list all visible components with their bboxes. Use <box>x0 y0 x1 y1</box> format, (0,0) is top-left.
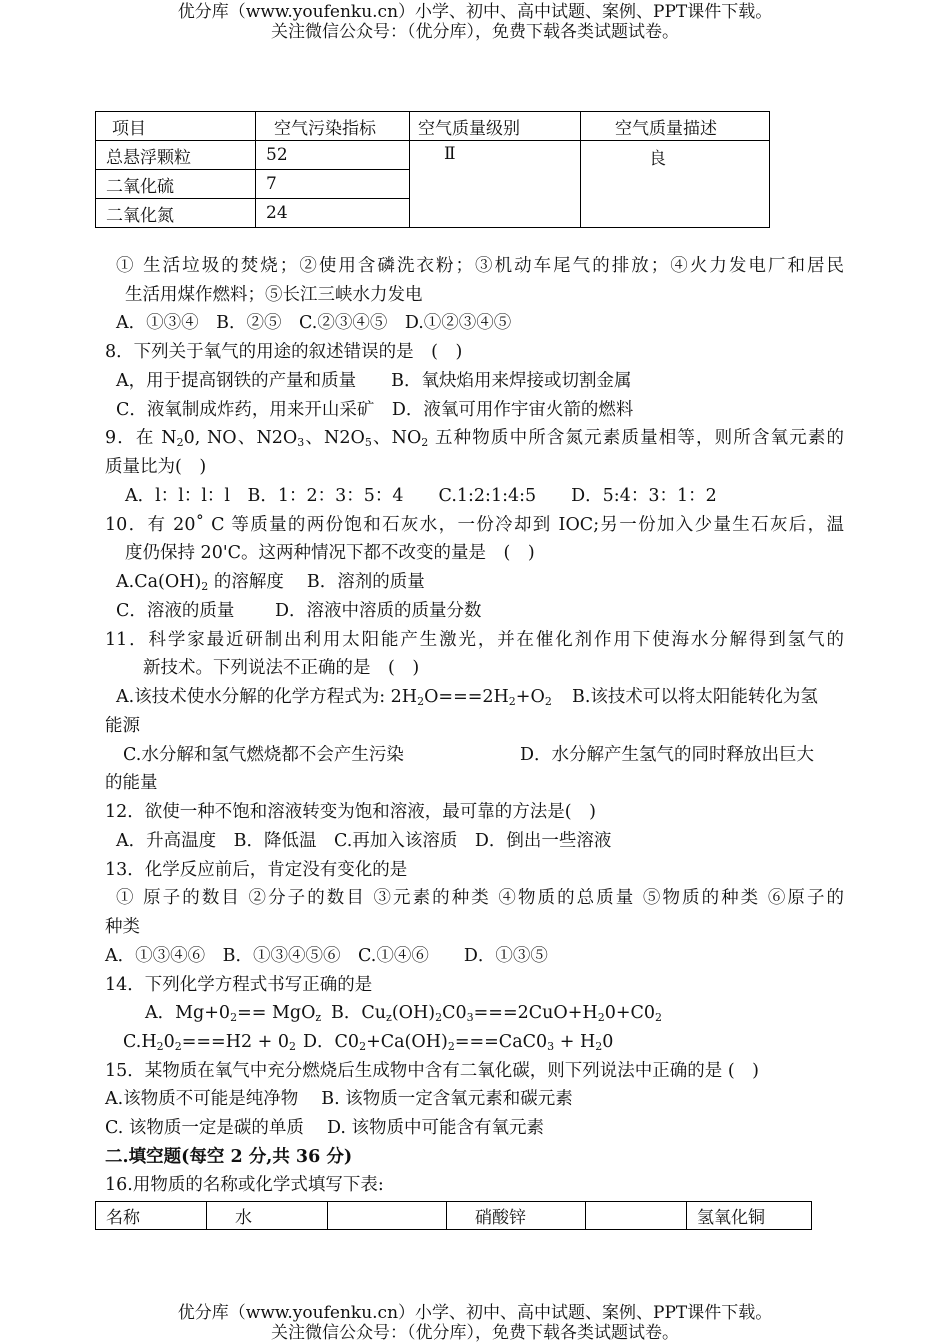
section-title: 二.填空题(每空 2 分,共 36 分) <box>105 1147 353 1167</box>
q9-stem-line2: 质量比为( ) <box>105 457 207 477</box>
q13-stem: 13．化学反应前后，肯定没有变化的是 <box>105 860 408 880</box>
q14-option-c: $C.H_20_2===H2 + 0_2$ <box>123 1032 297 1053</box>
q15-stem: 15．某物质在氧气中充分燃烧后生成物中含有二氧化碳，则下列说法中正确的是 ( ) <box>105 1061 759 1081</box>
table-cell: 氢氧化铜 <box>687 1202 812 1230</box>
fill-in-table <box>95 1201 812 1230</box>
q9-stem-line1: 9．在 $N_20$, NO、$N2O_3$、$N2O_5$、$NO_2$ 五种物质中所含氮元素质量相等，则所含氧元素的 <box>105 428 845 449</box>
q11-stem-line1: 11．科学家最近研制出利用太阳能产生激光，并在催化剂作用下使海水分解得到氢气的 <box>105 630 844 650</box>
q8-options-cd: C．液氧制成炸药，用来开山采矿 D．液氧可用作宇宙火箭的燃料 <box>116 400 634 420</box>
q13-stem-line2: ① 原子的数目 ②分子的数目 ③元素的种类 ④物质的总质量 ⑤物质的种类 ⑥原子的 <box>116 888 844 908</box>
q8-options-ab: A，用于提高钢铁的产量和质量 B．氧炔焰用来焊接或切割金属 <box>116 371 632 391</box>
q11-stem-line2: 新技术。下列说法不正确的是 ( ) <box>143 658 420 678</box>
q7-stem-line1: ① 生活垃圾的焚烧；②使用含磷洗衣粉；③机动车尾气的排放；④火力发电厂和居民 <box>116 256 844 276</box>
q13-options: A．①③④⑥ B．①③④⑤⑥ C.①④⑥ D．①③⑤ <box>105 946 548 966</box>
header-line-2: 关注微信公众号：（优分库），免费下载各类试题试卷。 <box>271 22 679 42</box>
q15-options-cd: C. 该物质一定是碳的单质 D. 该物质中可能含有氧元素 <box>105 1118 544 1138</box>
q9-options: A．l：l：l：l B．1：2：3：5：4 C.1:2:1:4:5 D．5:4：3：1：2 <box>125 486 717 506</box>
table-cell-item: 总悬浮颗粒 <box>96 141 256 170</box>
q10-stem-line1: 10．有 20˚ C 等质量的两份饱和石灰水，一份冷却到 IOC;另一份加入少量生石灰后，温 <box>105 515 844 535</box>
q16-stem: 16.用物质的名称或化学式填写下表: <box>105 1175 384 1195</box>
table-header-cell: 项目 <box>96 112 256 141</box>
q14-stem: 14．下列化学方程式书写正确的是 <box>105 975 373 995</box>
table-cell-item: 二氧化氮 <box>96 199 256 228</box>
q8-stem: 8．下列关于氧气的用途的叙述错误的是 ( ) <box>105 342 463 362</box>
table-cell: 名称 <box>96 1202 207 1230</box>
table-header-row <box>96 112 770 141</box>
table-cell-description <box>581 141 770 228</box>
q10-stem-line2: 度仍保持 20'C。这两种情况下都不改变的量是 ( ) <box>125 543 535 563</box>
footer-line-1: 优分库（www.youfenku.cn）小学、初中、高中试题、案例、PPT课件下载。 <box>177 1303 773 1323</box>
q11-option-d: D．水分解产生氢气的同时释放出巨大 <box>520 745 815 765</box>
table-cell-index: 24 <box>256 199 410 228</box>
header-line-1: 优分库（www.youfenku.cn）小学、初中、高中试题、案例、PPT课件下载。 <box>177 2 773 22</box>
q11-option-a: A.该技术使水分解的化学方程式为: $2H_2O===2H_2+O_2$ <box>116 687 552 708</box>
table-cell: 水 <box>207 1202 328 1230</box>
air-quality-table <box>95 111 770 228</box>
table-header-cell: 空气污染指标 <box>256 112 410 141</box>
q7-stem-line2: 生活用煤作燃料；⑤长江三峡水力发电 <box>125 285 423 305</box>
q10-options-cd: C．溶液的质量 D．溶液中溶质的质量分数 <box>116 601 482 621</box>
q7-options: A．①③④ B．②⑤ C.②③④⑤ D.①②③④⑤ <box>116 313 512 333</box>
q14-option-a: A．$Mg+0_2== MgO_z$ <box>145 1003 322 1024</box>
footer-line-2: 关注微信公众号：（优分库），免费下载各类试题试卷。 <box>271 1323 679 1343</box>
q11-option-b-cont: 能源 <box>105 716 140 736</box>
table-cell-blank[interactable] <box>328 1202 447 1230</box>
q14-option-b: B．$Cu_z(OH)_2C0_3===2CuO+H_20+C0_2$ <box>331 1003 663 1024</box>
q14-option-d: D．$C0_2+Ca(OH)_2===CaC0_3 + H_20$ <box>303 1032 614 1053</box>
q11-option-b: B.该技术可以将太阳能转化为氢 <box>572 687 818 707</box>
q13-stem-line3: 种类 <box>105 917 140 937</box>
air-quality-level: Ⅱ <box>444 144 456 164</box>
table-cell-index: 7 <box>256 170 410 199</box>
air-quality-description: 良 <box>649 149 666 169</box>
table-row <box>96 1202 812 1230</box>
q11-option-c: C.水分解和氢气燃烧都不会产生污染 <box>123 745 404 765</box>
q10-options-ab: $A.Ca(OH)_2$ 的溶解度 B．溶剂的质量 <box>116 572 425 593</box>
q12-stem: 12．欲使一种不饱和溶液转变为饱和溶液，最可靠的方法是( ) <box>105 802 596 822</box>
q11-option-d-cont: 的能量 <box>105 773 158 793</box>
table-row <box>96 141 770 170</box>
table-cell-index: 52 <box>256 141 410 170</box>
table-cell: 硝酸锌 <box>447 1202 586 1230</box>
table-cell-level <box>410 141 581 228</box>
table-cell-item: 二氧化硫 <box>96 170 256 199</box>
table-cell-blank[interactable] <box>586 1202 687 1230</box>
table-header-cell: 空气质量级别 <box>410 112 581 141</box>
table-header-cell: 空气质量描述 <box>581 112 770 141</box>
q12-options: A．升高温度 B．降低温 C.再加入该溶质 D．倒出一些溶液 <box>116 831 612 851</box>
q15-options-ab: A.该物质不可能是纯净物 B. 该物质一定含氧元素和碳元素 <box>105 1089 573 1109</box>
